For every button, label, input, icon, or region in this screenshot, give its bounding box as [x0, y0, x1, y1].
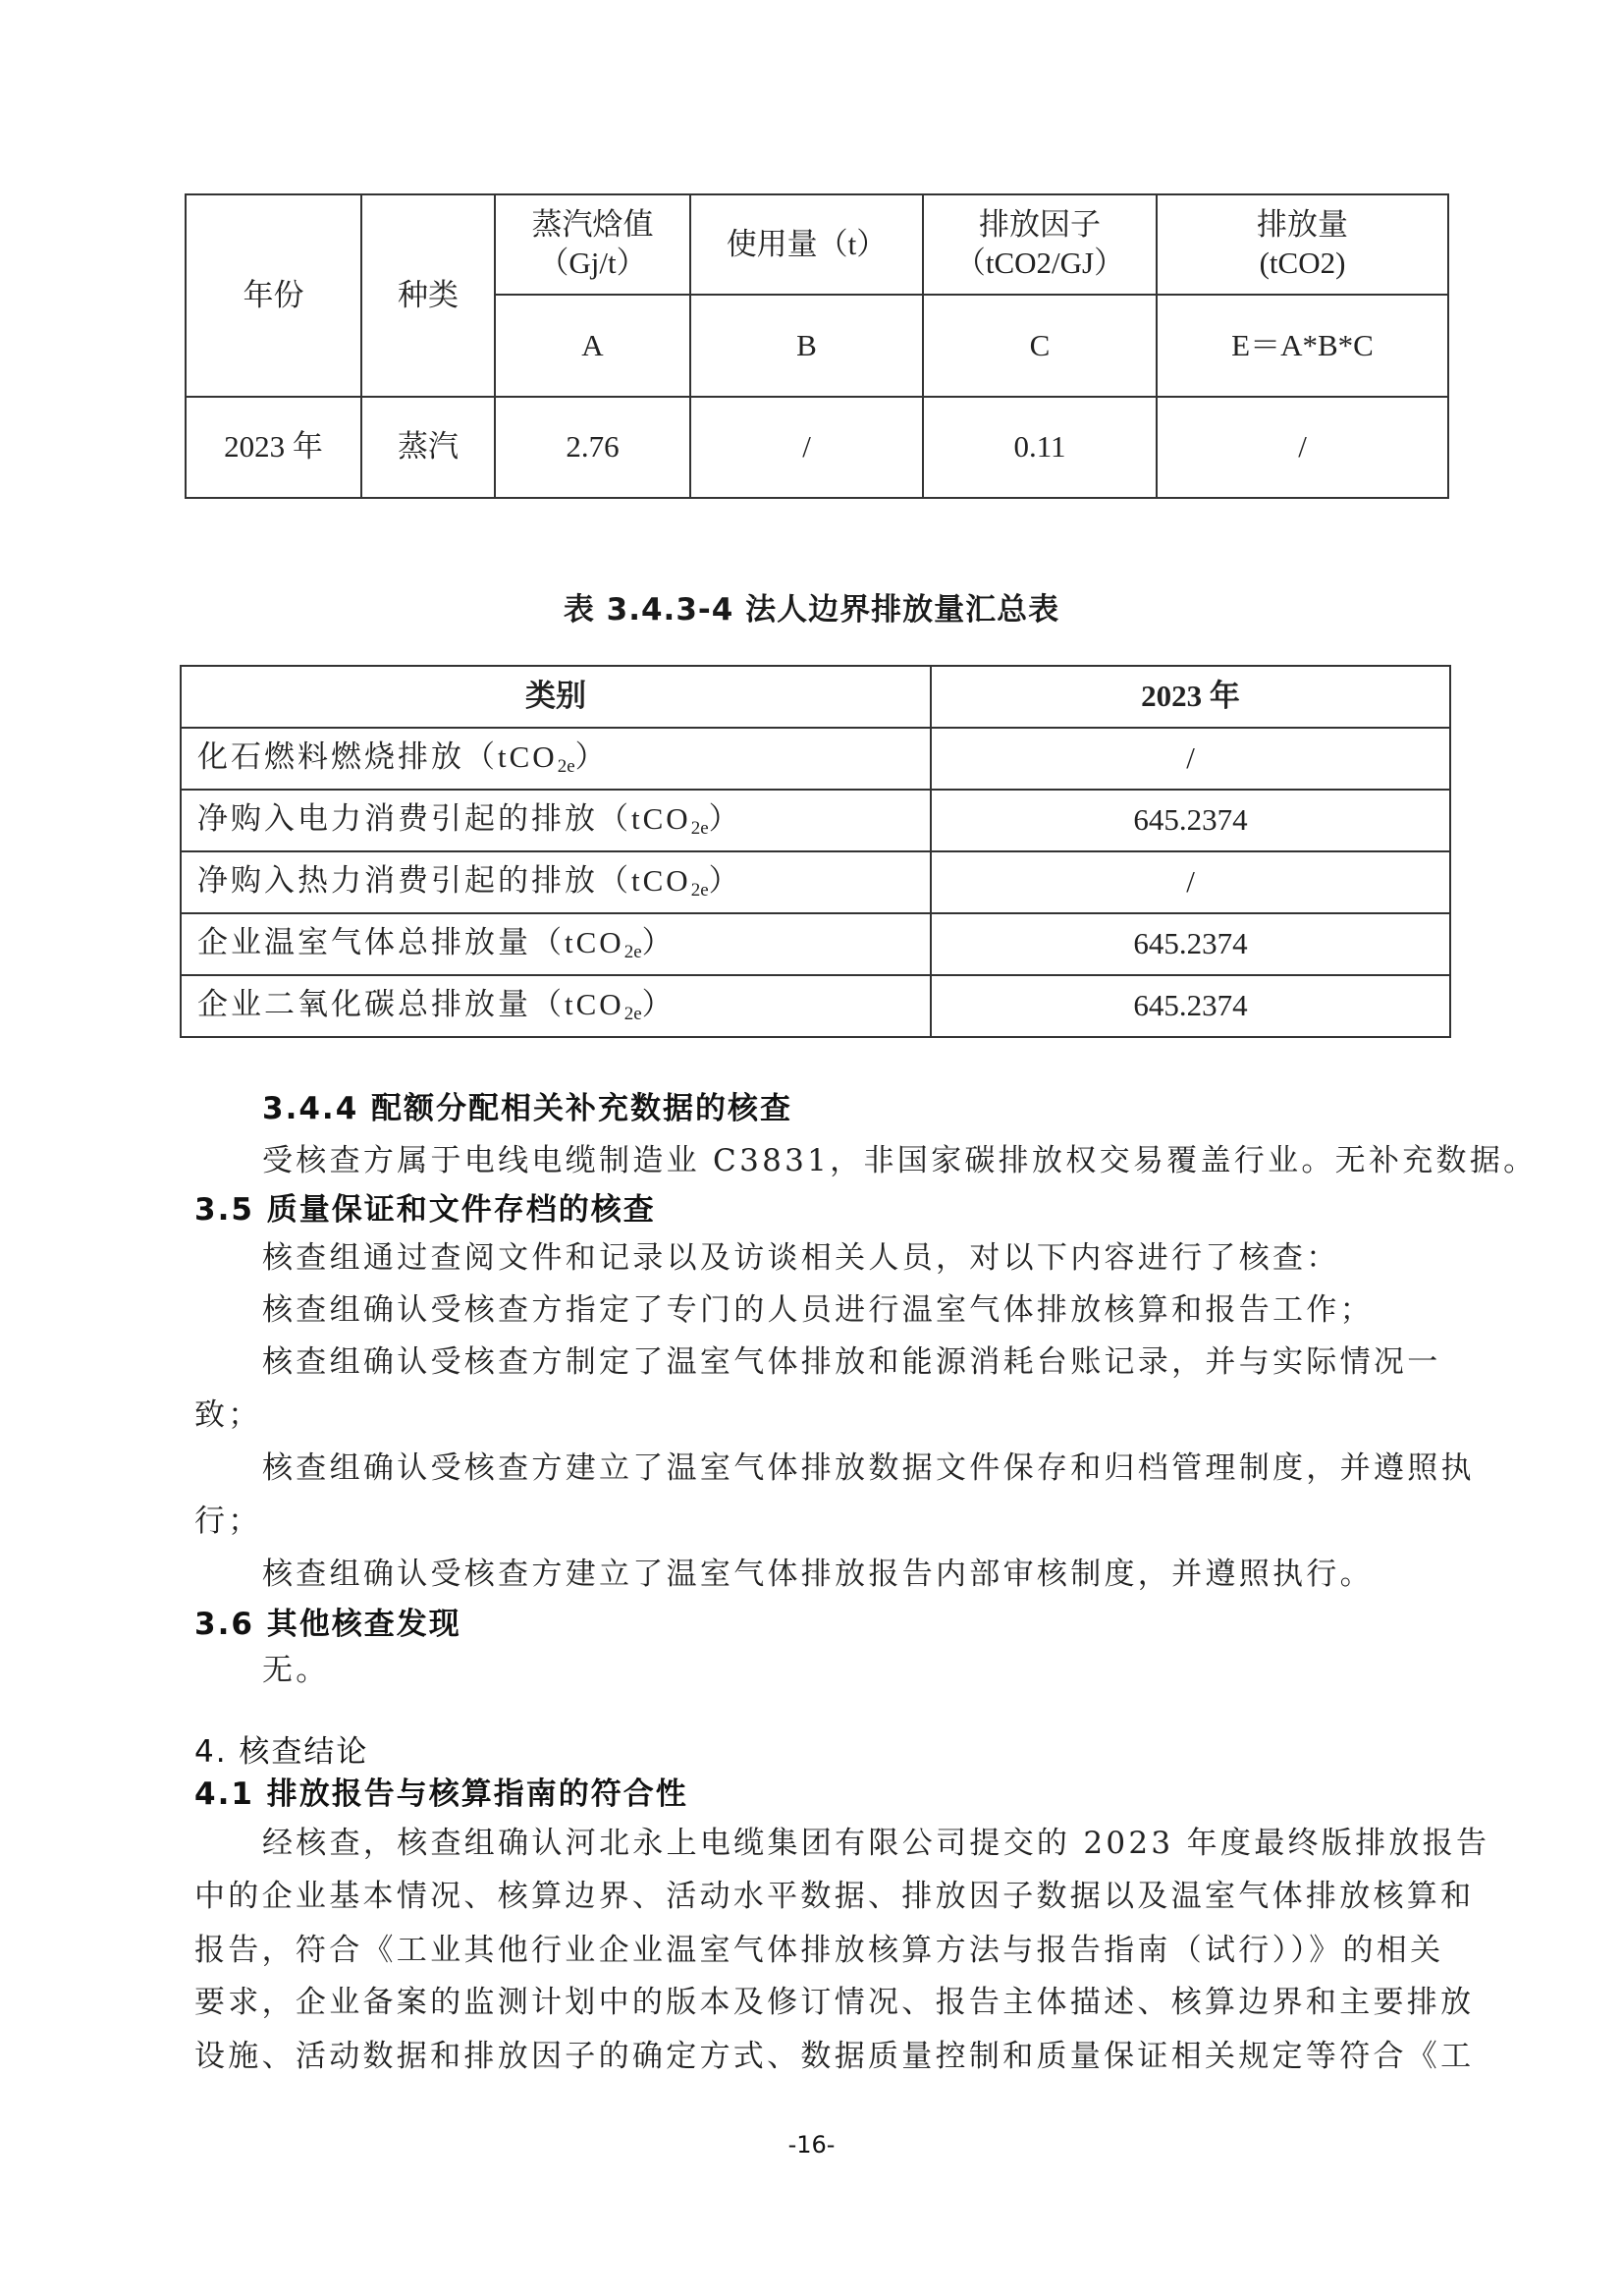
- header-factor-line2: （tCO2/GJ）: [954, 246, 1125, 280]
- unit-subscript: 2e: [623, 1004, 642, 1025]
- unit-suffix: ）: [641, 987, 676, 1022]
- row-value: 645.2374: [931, 913, 1450, 975]
- section-3-4-4-title: 3.4.4 配额分配相关补充数据的核查: [262, 1091, 793, 1126]
- header-usage-text: 使用量（t）: [726, 226, 888, 261]
- section-4-1-line-4: 要求，企业备案的监测计划中的版本及修订情况、报告主体描述、核算边界和主要排放: [194, 1985, 1475, 2020]
- cell-enthalpy: 2.76: [495, 397, 690, 498]
- header-type: [361, 194, 495, 397]
- symbol-factor: C: [923, 295, 1157, 397]
- table-row: [181, 790, 1450, 851]
- unit-prefix: （tCO: [531, 987, 624, 1022]
- section-3-5-para-1: 核查组通过查阅文件和记录以及访谈相关人员，对以下内容进行了核查：: [262, 1240, 1340, 1276]
- section-3-5-para-4-line-1: 核查组确认受核查方建立了温室气体排放数据文件保存和归档管理制度，并遵照执: [262, 1450, 1475, 1486]
- unit-prefix: （tCO: [598, 863, 691, 899]
- row-label-text: 企业温室气体总排放量: [197, 925, 531, 960]
- header-usage: [690, 194, 923, 295]
- table-row: [181, 975, 1450, 1037]
- header-type-text: 种类: [398, 277, 459, 312]
- cell-factor: 0.11: [923, 397, 1157, 498]
- section-3-4-4-body: 受核查方属于电线电缆制造业 C3831，非国家碳排放权交易覆盖行业。无补充数据。: [262, 1143, 1538, 1178]
- unit-suffix: ）: [708, 801, 742, 837]
- section-4-1-line-5: 设施、活动数据和排放因子的确定方式、数据质量控制和质量保证相关规定等符合《工: [194, 2039, 1475, 2074]
- header-enthalpy-line2: （Gj/t）: [538, 246, 647, 280]
- unit-prefix: （tCO: [531, 925, 624, 960]
- cell-usage: /: [690, 397, 923, 498]
- summary-emission-table: [180, 665, 1451, 1038]
- header-category: 类别: [181, 666, 931, 728]
- table-row: [181, 728, 1450, 790]
- row-label: [181, 851, 931, 913]
- header-emission: [1157, 194, 1448, 295]
- header-year: [186, 194, 361, 397]
- cell-year: 2023 年: [186, 397, 361, 498]
- cell-type: 蒸汽: [361, 397, 495, 498]
- section-3-5-para-2: 核查组确认受核查方指定了专门的人员进行温室气体排放核算和报告工作；: [262, 1292, 1374, 1328]
- section-3-6-title: 3.6 其他核查发现: [194, 1607, 461, 1642]
- row-label: [181, 790, 931, 851]
- cell-emission: /: [1157, 397, 1448, 498]
- unit-suffix: ）: [641, 925, 676, 960]
- unit-suffix: ）: [574, 739, 609, 775]
- unit-suffix: ）: [708, 863, 742, 899]
- unit-subscript: 2e: [690, 880, 709, 902]
- table-row: [186, 397, 1448, 498]
- header-enthalpy: [495, 194, 690, 295]
- header-year-text: 年份: [243, 277, 304, 312]
- row-label-text: 净购入热力消费引起的排放: [197, 863, 598, 899]
- row-value: /: [931, 728, 1450, 790]
- row-label: [181, 975, 931, 1037]
- row-label: [181, 728, 931, 790]
- header-factor-line1: 排放因子: [979, 207, 1101, 243]
- unit-subscript: 2e: [557, 756, 575, 778]
- section-4-1-line-3: 报告，符合《工业其他行业企业温室气体排放核算方法与报告指南（试行））》的相关: [194, 1933, 1444, 1968]
- header-factor: [923, 194, 1157, 295]
- section-3-5-para-3-line-1: 核查组确认受核查方制定了温室气体排放和能源消耗台账记录，并与实际情况一: [262, 1344, 1441, 1380]
- row-value: 645.2374: [931, 790, 1450, 851]
- section-4-1-line-1: 经核查，核查组确认河北永上电缆集团有限公司提交的 2023 年度最终版排放报告: [262, 1826, 1490, 1861]
- section-4-1-title: 4.1 排放报告与核算指南的符合性: [194, 1777, 688, 1812]
- unit-prefix: （tCO: [464, 739, 558, 775]
- header-emission-line2: (tCO2): [1259, 246, 1346, 280]
- section-3-5-title: 3.5 质量保证和文件存档的核查: [194, 1192, 656, 1228]
- table-caption: 表 3.4.3-4 法人边界排放量汇总表: [563, 592, 1060, 628]
- row-value: 645.2374: [931, 975, 1450, 1037]
- section-4-title: 4. 核查结论: [194, 1734, 369, 1770]
- table-row: [181, 851, 1450, 913]
- row-label: [181, 913, 931, 975]
- row-label-text: 企业二氧化碳总排放量: [197, 987, 531, 1022]
- symbol-enthalpy: A: [495, 295, 690, 397]
- row-label-text: 化石燃料燃烧排放: [197, 739, 464, 775]
- table-row: [181, 913, 1450, 975]
- section-3-6-body: 无。: [262, 1653, 330, 1688]
- page-number: -16-: [787, 2131, 836, 2159]
- section-4-1-line-2: 中的企业基本情况、核算边界、活动水平数据、排放因子数据以及温室气体排放核算和: [194, 1879, 1475, 1914]
- section-3-5-para-3-line-2: 致；: [194, 1397, 262, 1433]
- unit-subscript: 2e: [690, 818, 709, 840]
- header-enthalpy-line1: 蒸汽焓值: [531, 207, 654, 243]
- symbol-usage: B: [690, 295, 923, 397]
- unit-prefix: （tCO: [598, 801, 691, 837]
- row-value: /: [931, 851, 1450, 913]
- row-label-text: 净购入电力消费引起的排放: [197, 801, 598, 837]
- header-emission-line1: 排放量: [1257, 207, 1348, 243]
- header-year: 2023 年: [931, 666, 1450, 728]
- steam-emission-table: [185, 193, 1449, 499]
- symbol-emission: E＝A*B*C: [1157, 295, 1448, 397]
- unit-subscript: 2e: [623, 942, 642, 963]
- section-3-5-para-4-line-2: 行；: [194, 1503, 262, 1539]
- section-3-5-para-5: 核查组确认受核查方建立了温室气体排放报告内部审核制度，并遵照执行。: [262, 1557, 1374, 1592]
